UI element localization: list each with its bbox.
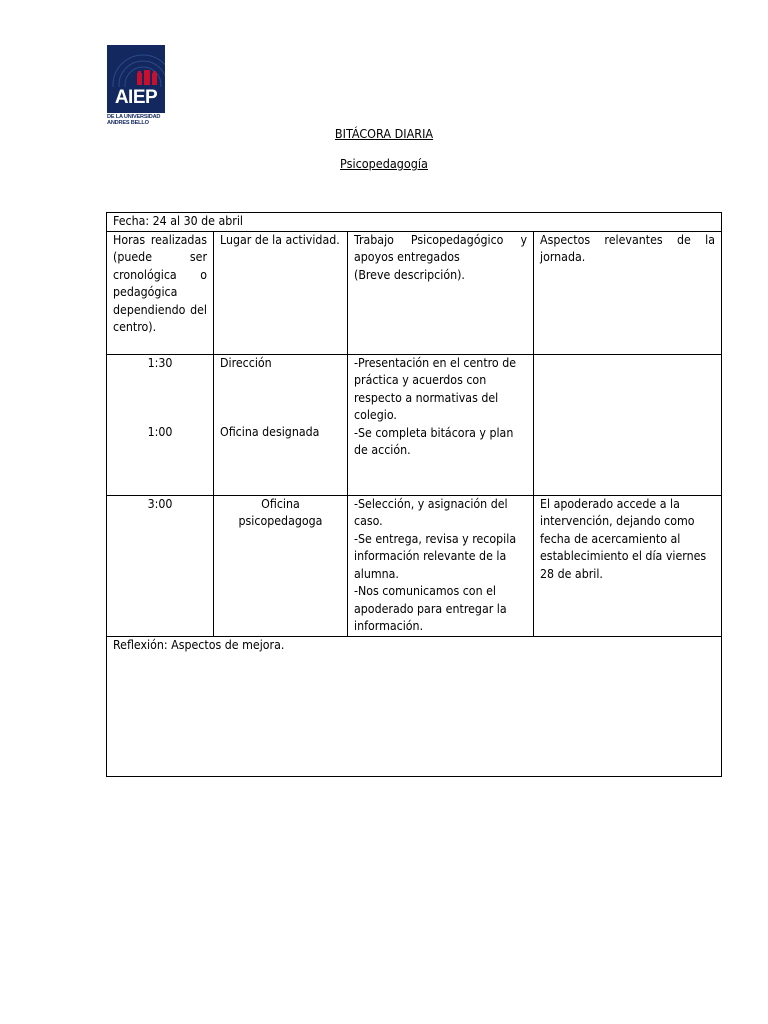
header-aspects: Aspectos relevantes de la jornada.	[534, 231, 722, 354]
table-row	[107, 495, 722, 636]
hours-value: 1:00	[147, 425, 173, 439]
place-value: Dirección	[220, 355, 272, 370]
work-item: -Se entrega, revisa y recopila información relevante de la alumna.	[354, 531, 517, 581]
logo-subtitle-2: ANDRES BELLO	[107, 120, 149, 126]
header-row	[107, 231, 722, 354]
table-row	[107, 354, 722, 495]
date-row	[107, 213, 722, 232]
logo-subtitle-1: DE LA UNIVERSIDAD	[107, 114, 161, 120]
aiep-logo	[107, 45, 165, 125]
work-item: -Selección, y asignación del caso.	[354, 496, 508, 528]
hours-value: 1:30	[147, 355, 173, 370]
work-cell	[348, 495, 534, 636]
reflection-row	[107, 636, 722, 776]
place-value: Oficina designada	[220, 425, 320, 439]
work-item: -Nos comunicamos con el apoderado para entregar la información.	[354, 584, 507, 633]
aspects-cell	[534, 354, 722, 495]
hours-cell	[107, 495, 214, 636]
hours-value: 3:00	[147, 496, 173, 511]
reflection-cell: Reflexión: Aspectos de mejora.	[107, 636, 722, 776]
header-work-note: (Breve descripción).	[354, 267, 465, 282]
hours-cell	[107, 354, 214, 495]
header-hours: Horas realizadas (puede ser cronológica o pedagógica dependiendo del centro).	[107, 231, 214, 354]
document-title: BITÁCORA DIARIA	[334, 126, 434, 141]
work-cell	[348, 354, 534, 495]
header-work	[348, 231, 534, 354]
work-item: -Presentación en el centro de práctica y acuerdos con respecto a normativas del colegio.	[354, 355, 517, 422]
logo-emblem	[107, 45, 165, 113]
place-value: Oficina psicopedagoga	[238, 496, 323, 528]
place-cell	[214, 495, 348, 636]
document-subtitle: Psicopedagogía	[340, 156, 428, 171]
building-arcs-icon	[107, 45, 165, 87]
work-item: -Se completa bitácora y plan de acción.	[354, 425, 514, 457]
logo-wordmark: AIEP	[114, 87, 158, 108]
header-work-title: Trabajo Psicopedagógico y apoyos entregados	[354, 232, 527, 264]
place-cell	[214, 354, 348, 495]
aspects-cell: El apoderado accede a la intervención, dejando como fecha de acercamiento al establecimiento el día viernes 28 de abril.	[534, 495, 722, 636]
date-cell: Fecha: 24 al 30 de abril	[107, 213, 722, 232]
header-place: Lugar de la actividad.	[214, 231, 348, 354]
daily-log-table	[106, 212, 722, 777]
